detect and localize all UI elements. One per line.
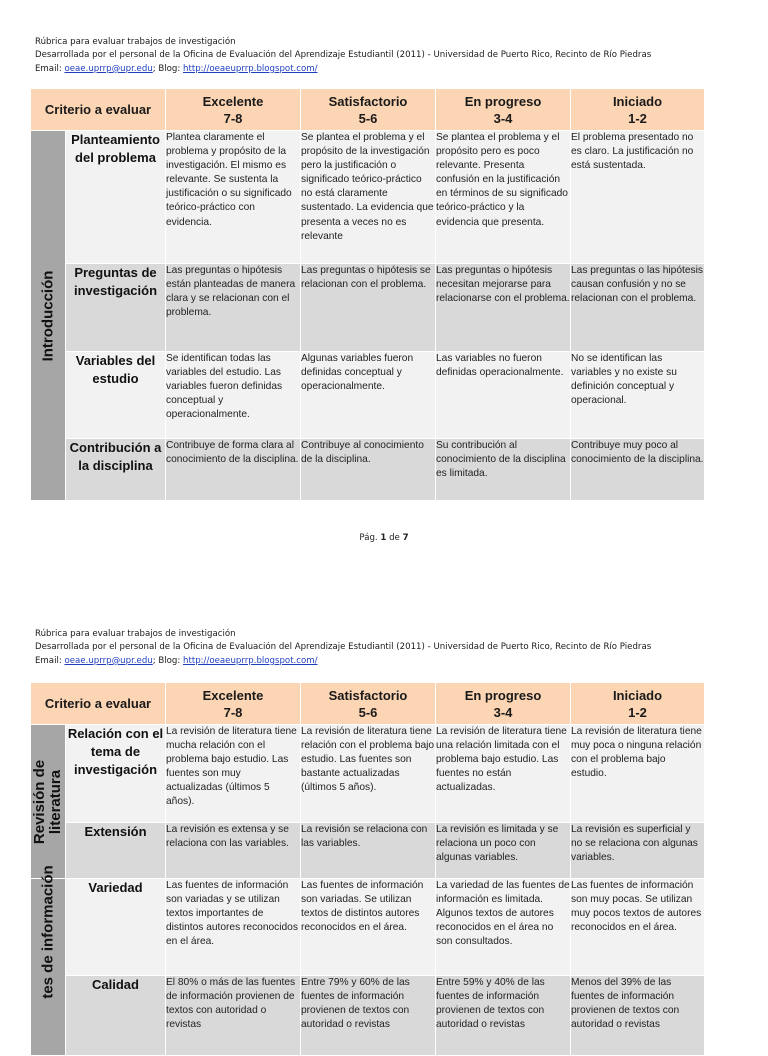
rubric-row xyxy=(31,131,705,264)
rubric-cell: Las fuentes de información son muy pocas. Se utilizan muy pocos textos de autores reconocidos en el área. xyxy=(571,879,705,976)
blog-link[interactable]: http://oeaeuprrp.blogspot.com/ xyxy=(183,63,318,74)
rubric-cell: Las fuentes de información son variadas. Se utilizan textos de distintos autores reconocidos en el área. xyxy=(301,879,436,976)
criterion-label: Variedad xyxy=(66,879,166,976)
header-title: Rúbrica para evaluar trabajos de investigación xyxy=(35,37,236,47)
rubric-cell: Entre 59% y 40% de las fuentes de información provienen de textos con autoridad o revistas xyxy=(436,976,571,1056)
header-subtitle: Desarrollada por el personal de la Oficina de Evaluación del Aprendizaje Estudiantil (2011) - Universidad de Puerto Rico, Recinto de Río Piedras xyxy=(35,642,652,653)
level-header-excelente: Excelente 7-8 xyxy=(166,683,301,725)
rubric-cell: La revisión es superficial y no se relaciona con algunas variables. xyxy=(571,823,705,879)
rubric-cell: La revisión de literatura tiene relación con el problema bajo estudio. Las fuentes son bastante actualizadas (últimos 5 años). xyxy=(301,725,436,823)
rubric-cell: Menos del 39% de las fuentes de información provienen de textos con autoridad o revistas xyxy=(571,976,705,1056)
criterion-label: Extensión xyxy=(66,823,166,879)
rubric-cell: Las fuentes de información son variadas y se utilizan textos importantes de distintos autores reconocidos en el área. xyxy=(166,879,301,976)
rubric-row xyxy=(31,439,705,501)
rubric-row xyxy=(31,879,705,976)
rubric-row xyxy=(31,725,705,823)
rubric-cell: Las preguntas o hipótesis se relacionan con el problema. xyxy=(301,264,436,352)
email-link[interactable]: oeae.uprrp@upr.edu xyxy=(64,63,153,74)
criterion-label: Planteamiento del problema xyxy=(66,131,166,264)
header-contact: Email: oeae.uprrp@upr.edu; Blog: http://oeaeuprrp.blogspot.com/ xyxy=(35,63,318,74)
header-subtitle: Desarrollada por el personal de la Oficina de Evaluación del Aprendizaje Estudiantil (2011) - Universidad de Puerto Rico, Recinto de Río Piedras xyxy=(35,50,652,61)
rubric-cell: Algunas variables fueron definidas conceptual y operacionalmente. xyxy=(301,352,436,439)
page-header xyxy=(35,628,755,668)
rubric-cell: La variedad de las fuentes de información es limitada. Algunos textos de autores reconocidos en el área no son consultados. xyxy=(436,879,571,976)
level-header-excelente: Excelente 7-8 xyxy=(166,89,301,131)
criterion-label: Preguntas de investigación xyxy=(66,264,166,352)
rubric-cell: Su contribución al conocimiento de la disciplina es limitada. xyxy=(436,439,571,501)
rubric-cell: El problema presentado no es claro. La justificación no está sustentada. xyxy=(571,131,705,264)
header-contact: Email: oeae.uprrp@upr.edu; Blog: http://oeaeuprrp.blogspot.com/ xyxy=(35,655,318,666)
rubric-cell: El 80% o más de las fuentes de información provienen de textos con autoridad o revistas xyxy=(166,976,301,1056)
rubric-table xyxy=(30,88,705,501)
criterion-label: Variables del estudio xyxy=(66,352,166,439)
rubric-cell: La revisión de literatura tiene muy poca o ninguna relación con el problema bajo estudio. xyxy=(571,725,705,823)
rubric-cell: La revisión de literatura tiene una relación limitada con el problema bajo estudio. Las fuentes no están actualizadas. xyxy=(436,725,571,823)
section-label-fuentes-informacion: tes de información xyxy=(31,879,66,1056)
criterion-label: Contribución a la disciplina xyxy=(66,439,166,501)
rubric-cell: No se identifican las variables y no existe su definición conceptual y operacional. xyxy=(571,352,705,439)
rubric-cell: La revisión se relaciona con las variables. xyxy=(301,823,436,879)
rubric-cell: Plantea claramente el problema y propósito de la investigación. El mismo es relevante. Se sustenta la justificación o su significado teórico-práctico con evidencia. xyxy=(166,131,301,264)
criterio-header: Criterio a evaluar xyxy=(31,89,166,131)
rubric-row xyxy=(31,823,705,879)
blog-link[interactable]: http://oeaeuprrp.blogspot.com/ xyxy=(183,655,318,666)
level-header-iniciado: Iniciado 1-2 xyxy=(571,89,705,131)
rubric-cell: Contribuye de forma clara al conocimiento de la disciplina. xyxy=(166,439,301,501)
rubric-cell: Contribuye al conocimiento de la disciplina. xyxy=(301,439,436,501)
rubric-cell: La revisión es limitada y se relaciona un poco con algunas variables. xyxy=(436,823,571,879)
criterion-label: Calidad xyxy=(66,976,166,1056)
criterion-label: Relación con el tema de investigación xyxy=(66,725,166,823)
rubric-cell: Se plantea el problema y el propósito de la investigación pero la justificación o significado teórico-práctico no está claramente sustentado. La evidencia que presenta a veces no es relevante xyxy=(301,131,436,264)
rubric-cell: Contribuye muy poco al conocimiento de la disciplina. xyxy=(571,439,705,501)
rubric-cell: La revisión de literatura tiene mucha relación con el problema bajo estudio. Las fuentes son muy actualizadas (últimos 5 años). xyxy=(166,725,301,823)
rubric-cell: Se identifican todas las variables del estudio. Las variables fueron definidas conceptual y operacionalmente. xyxy=(166,352,301,439)
section-label-revision-literatura: Revisión de literatura xyxy=(31,725,66,879)
rubric-cell: Entre 79% y 60% de las fuentes de información provienen de textos con autoridad o revistas xyxy=(301,976,436,1056)
rubric-cell: La revisión es extensa y se relaciona con las variables. xyxy=(166,823,301,879)
rubric-cell: Las variables no fueron definidas operacionalmente. xyxy=(436,352,571,439)
section-label-introduccion: Introducción xyxy=(31,131,66,501)
rubric-row xyxy=(31,352,705,439)
rubric-header-row xyxy=(31,89,705,131)
rubric-header-row xyxy=(31,683,705,725)
level-header-en-progreso: En progreso 3-4 xyxy=(436,89,571,131)
rubric-row xyxy=(31,264,705,352)
level-header-satisfactorio: Satisfactorio 5-6 xyxy=(301,683,436,725)
page-number: Pág. 1 de 7 xyxy=(359,533,409,543)
header-title: Rúbrica para evaluar trabajos de investigación xyxy=(35,629,236,639)
rubric-row xyxy=(31,976,705,1056)
criterio-header: Criterio a evaluar xyxy=(31,683,166,725)
page-header xyxy=(35,36,755,76)
level-header-iniciado: Iniciado 1-2 xyxy=(571,683,705,725)
rubric-cell: Las preguntas o las hipótesis causan confusión y no se relacionan con el problema. xyxy=(571,264,705,352)
rubric-table xyxy=(30,682,705,1056)
rubric-cell: Las preguntas o hipótesis están planteadas de manera clara y se relacionan con el problema. xyxy=(166,264,301,352)
rubric-cell: Las preguntas o hipótesis necesitan mejorarse para relacionarse con el problema. xyxy=(436,264,571,352)
level-header-satisfactorio: Satisfactorio 5-6 xyxy=(301,89,436,131)
email-link[interactable]: oeae.uprrp@upr.edu xyxy=(64,655,153,666)
rubric-cell: Se plantea el problema y el propósito pero es poco relevante. Presenta confusión en la justificación en términos de su significado teórico-práctico y la evidencia que presenta. xyxy=(436,131,571,264)
level-header-en-progreso: En progreso 3-4 xyxy=(436,683,571,725)
